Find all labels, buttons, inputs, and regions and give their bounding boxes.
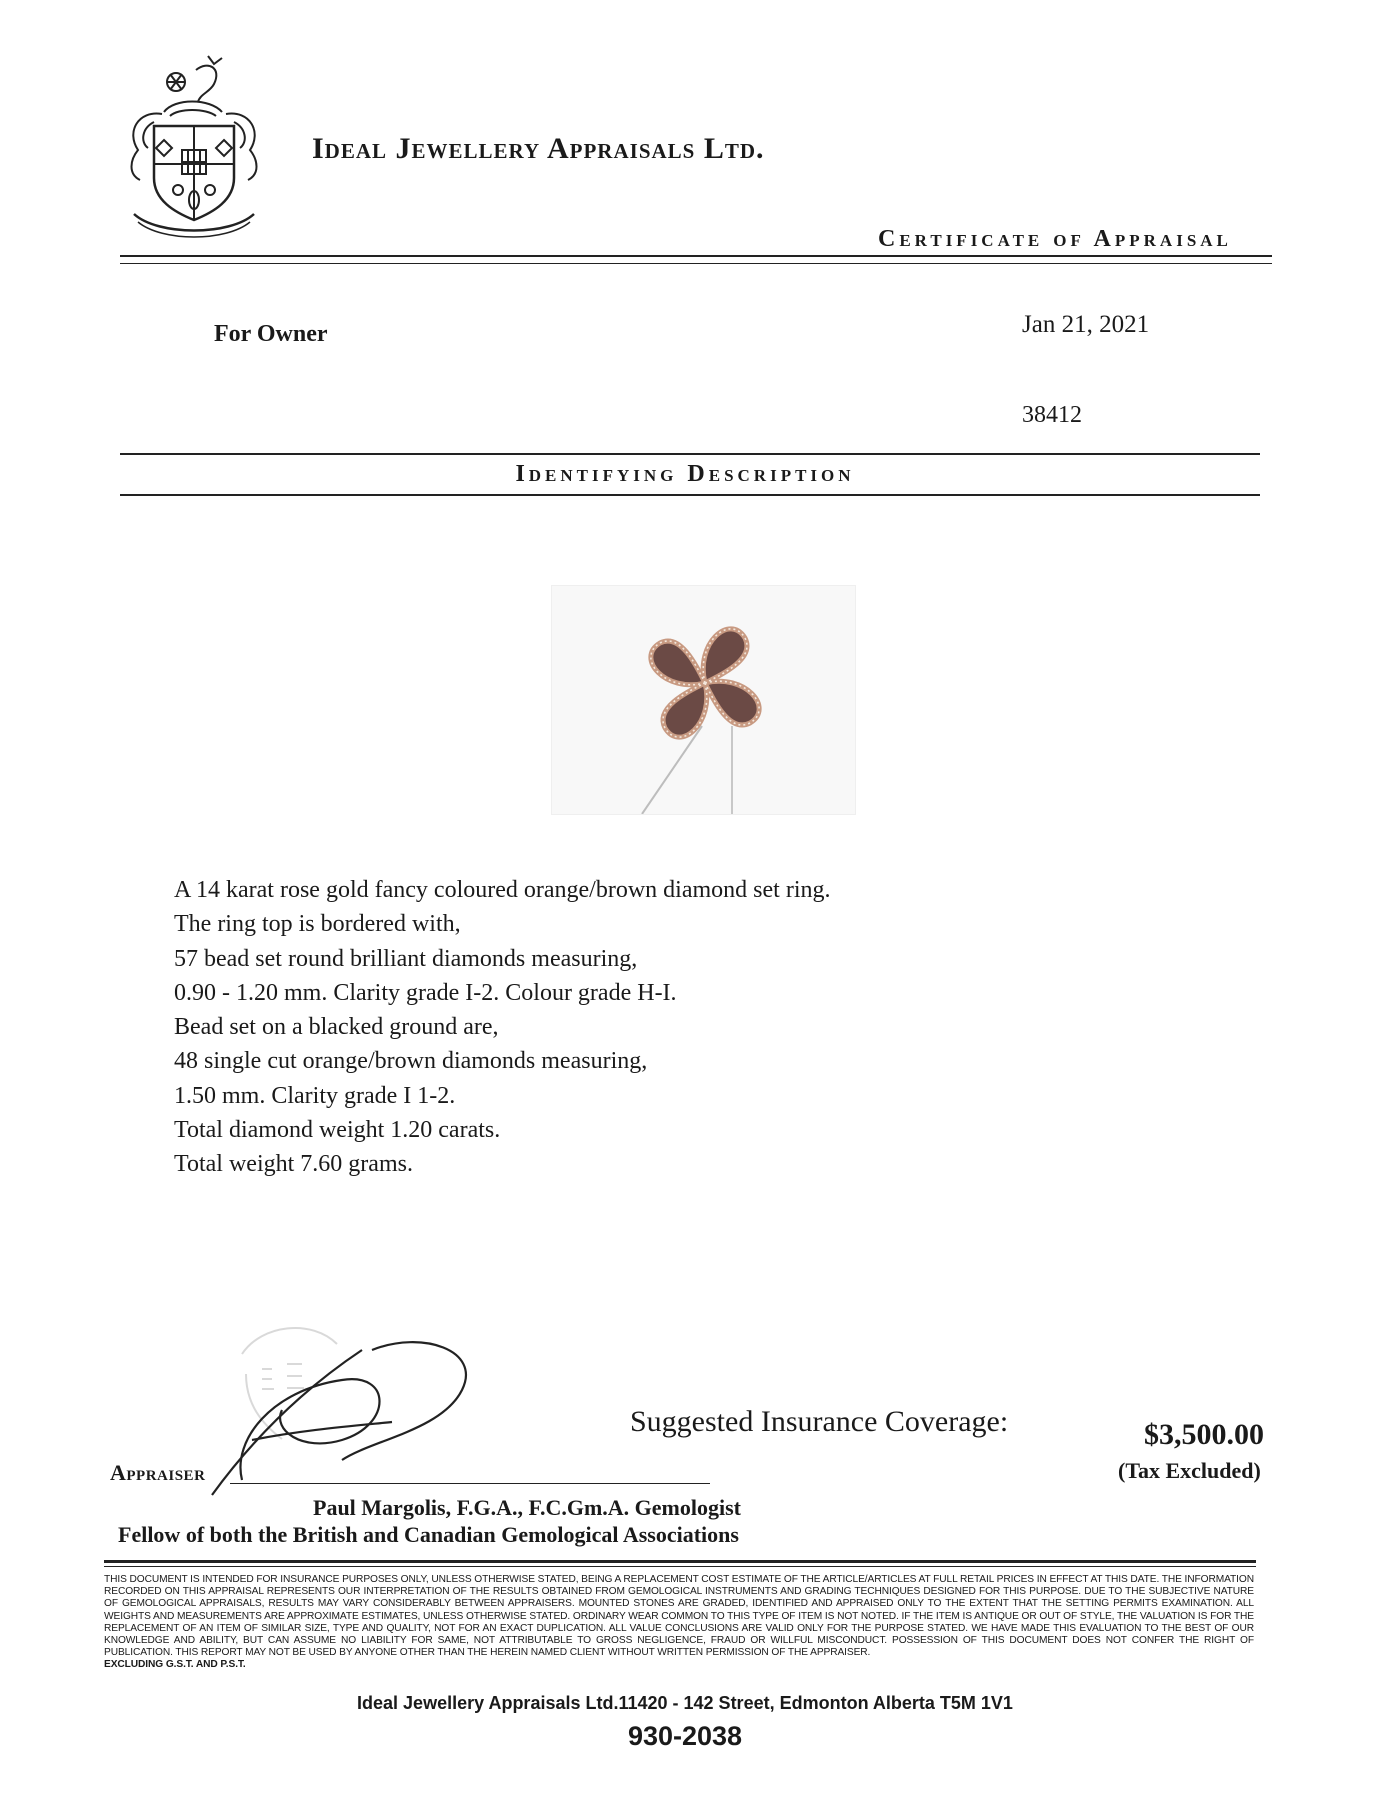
description-line: 57 bead set round brilliant diamonds measuring, [174,945,638,972]
description-line: 1.50 mm. Clarity grade I 1-2. [174,1082,456,1109]
disclaimer-rule-thin [104,1566,1256,1567]
description-line: 0.90 - 1.20 mm. Clarity grade I-2. Colour grade H-I. [174,979,677,1006]
identifying-description [174,873,830,1182]
section-title: Identifying Description [515,461,855,487]
description-line: Total diamond weight 1.20 carats. [174,1117,501,1144]
header-rule-top [120,255,1272,257]
appraiser-credentials: Fellow of both the British and Canadian Gemological Associations [118,1522,739,1547]
insurance-coverage-label: Suggested Insurance Coverage: [630,1405,1009,1438]
company-address: Ideal Jewellery Appraisals Ltd.11420 - 142 Street, Edmonton Alberta T5M 1V1 [357,1693,1013,1713]
appraisal-number: 38412 [1022,402,1082,428]
company-phone: 930-2038 [627,1721,743,1751]
disclaimer-rule [104,1560,1256,1563]
tax-note: (Tax Excluded) [1118,1458,1261,1483]
signature-line [230,1483,710,1484]
description-line: Bead set on a blacked ground are, [174,1014,499,1041]
header-rule-bottom [120,263,1272,264]
appraiser-signature [192,1330,492,1500]
certificate-title: Certificate of Appraisal [878,226,1232,252]
description-line: 48 single cut orange/brown diamonds measuring, [174,1048,648,1075]
company-name: Ideal Jewellery Appraisals Ltd. [312,132,765,165]
section-rule-top [120,453,1260,455]
appraiser-name: Paul Margolis, F.G.A., F.C.Gm.A. Gemologist [313,1495,741,1520]
section-rule-bottom [120,494,1260,496]
description-line: Total weight 7.60 grams. [174,1151,413,1178]
tax-exclusion-note: EXCLUDING G.S.T. AND P.S.T. [104,1659,246,1671]
disclaimer-body: THIS DOCUMENT IS INTENDED FOR INSURANCE PURPOSES ONLY, UNLESS OTHERWISE STATED, BEING A REPLACEMENT COST ESTIMATE OF THE ARTICLE/ARTICLES AT FULL RETAIL PRICES IN EFFECT AT THIS DATE. THE INFORMATION RECORDED ON THIS APPRAISAL REPRESENTS OUR INTERPRETATION OF THE RESULTS OBTAINED FROM GEMOLOGICAL INSTRUMENTS AND GRADING TECHNIQUES DESIGNED FOR THIS PURPOSE. DUE TO THE SUBJECTIVE NATURE OF GEMOLOGICAL APPRAISALS, RESULTS MAY VARY CONSIDERABLY BETWEEN APPRAISERS. MOUNTED STONES ARE GRADED, IDENTIFIED AND APPRAISED ONLY TO THE EXTENT THAT THE SETTING PERMITS EXAMINATION. ALL WEIGHTS AND MEASUREMENTS ARE APPROXIMATE ESTIMATES, UNLESS OTHERWISE STATED. ORDINARY WEAR COMMON TO THIS TYPE OF ITEM IS NOT NOTED. IF THE ITEM IS ANTIQUE OR OUT OF STYLE, THE VALUATION IS FOR THE REPLACEMENT OF AN ITEM OF SIMILAR SIZE, TYPE AND QUALITY, NOT FOR AN EXACT DUPLICATION. ALL VALUE CONCLUSIONS ARE VALID ONLY FOR THE PURPOSE STATED. WE HAVE MADE THIS EVALUATION TO THE BEST OF OUR KNOWLEDGE AND ABILITY, BUT CAN ASSUME NO LIABILITY FOR SAME, NOT ATTRIBUTABLE TO GROSS NEGLIGENCE, FRAUD OR WILLFUL MISCONDUCT. POSSESSION OF THIS DOCUMENT DOES NOT CONFER THE RIGHT OF PUBLICATION. THIS REPORT MAY NOT BE USED BY ANYONE OTHER THAN THE HEREIN NAMED CLIENT WITHOUT WRITTEN PERMISSION OF THE APPRAISER. [104,1574,1254,1659]
appraisal-date: Jan 21, 2021 [1022,311,1150,338]
insurance-coverage-value: $3,500.00 [1144,1418,1264,1451]
appraiser-label: Appraiser [110,1460,206,1485]
description-line: The ring top is bordered with, [174,911,461,938]
owner-label: For Owner [214,321,328,347]
ring-photo [551,585,856,815]
disclaimer-text [104,1574,1254,1672]
description-line: A 14 karat rose gold fancy coloured orange/brown diamond set ring. [174,877,831,903]
coat-of-arms-logo [118,50,270,240]
